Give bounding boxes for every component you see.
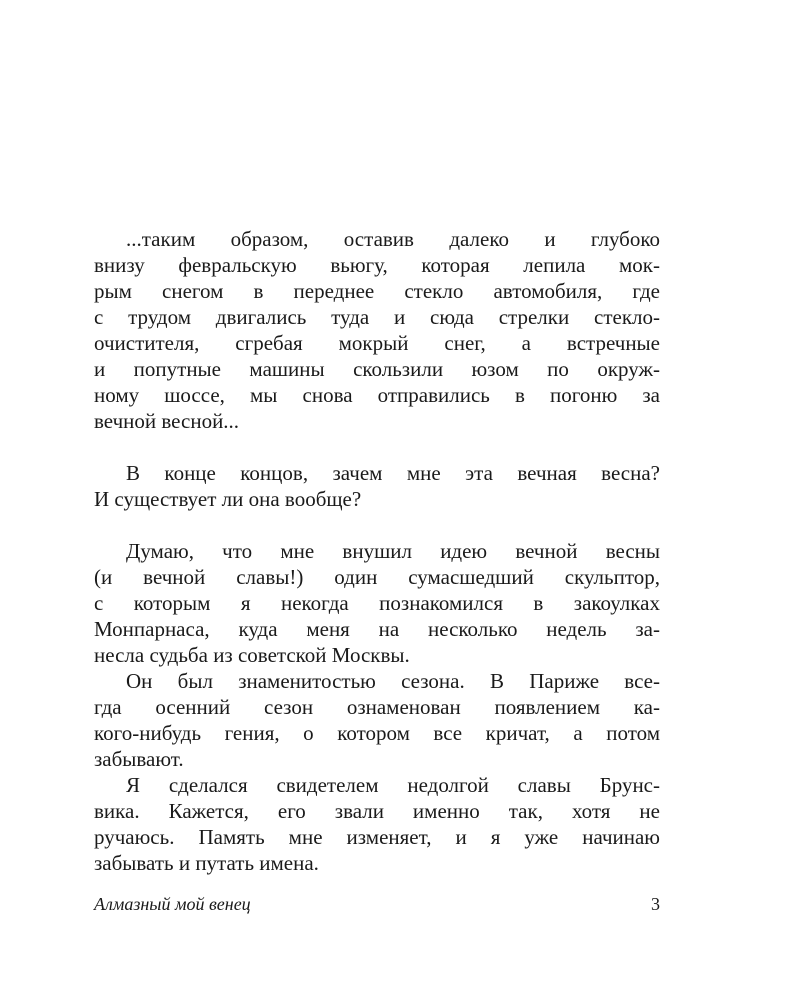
text-line: гда осенний сезон ознаменован появлением ка- [94, 695, 660, 719]
text-line: очистителя, сгребая мокрый снег, а встречные [94, 331, 660, 355]
body-text [94, 226, 660, 876]
page-footer [94, 894, 660, 920]
running-title: Алмазный мой венец [94, 894, 251, 914]
text-line: Думаю, что мне внушил идею вечной весны [126, 539, 660, 563]
text-line: ному шоссе, мы снова отправились в погоню за [94, 383, 660, 407]
text-line: И существует ли она вообще? [94, 487, 362, 511]
text-line: рым снегом в переднее стекло автомобиля, где [94, 279, 660, 303]
text-line: Я сделался свидетелем недолгой славы Брунс- [126, 773, 660, 797]
text-line: В конце концов, зачем мне эта вечная весна? [126, 461, 660, 485]
page-number: 3 [651, 894, 660, 914]
text-line: ...таким образом, оставив далеко и глубоко [126, 227, 660, 251]
text-line: забывают. [94, 747, 184, 771]
text-line: вечной весной... [94, 409, 240, 433]
text-line: и попутные машины скользили юзом по окруж- [94, 357, 660, 381]
paragraph [94, 460, 660, 512]
paragraph-gap [94, 512, 660, 538]
paragraph [94, 668, 660, 772]
paragraph [94, 226, 660, 434]
text-line: внизу февральскую вьюгу, которая лепила мок- [94, 253, 660, 277]
paragraph [94, 772, 660, 876]
paragraph-gap [94, 434, 660, 460]
text-line: (и вечной славы!) один сумасшедший скульптор, [94, 565, 660, 589]
text-line: с трудом двигались туда и сюда стрелки стекло- [94, 305, 660, 329]
paragraph [94, 538, 660, 668]
text-line: вика. Кажется, его звали именно так, хотя не [94, 799, 660, 823]
text-line: с которым я некогда познакомился в закоулках [94, 591, 660, 615]
text-line: кого-нибудь гения, о котором все кричат, а потом [94, 721, 660, 745]
text-line: ручаюсь. Память мне изменяет, и я уже начинаю [94, 825, 660, 849]
text-line: Монпарнаса, куда меня на несколько недель за- [94, 617, 660, 641]
text-line: Он был знаменитостью сезона. В Париже все- [126, 669, 660, 693]
text-line: несла судьба из советской Москвы. [94, 643, 410, 667]
text-line: забывать и путать имена. [94, 851, 319, 875]
